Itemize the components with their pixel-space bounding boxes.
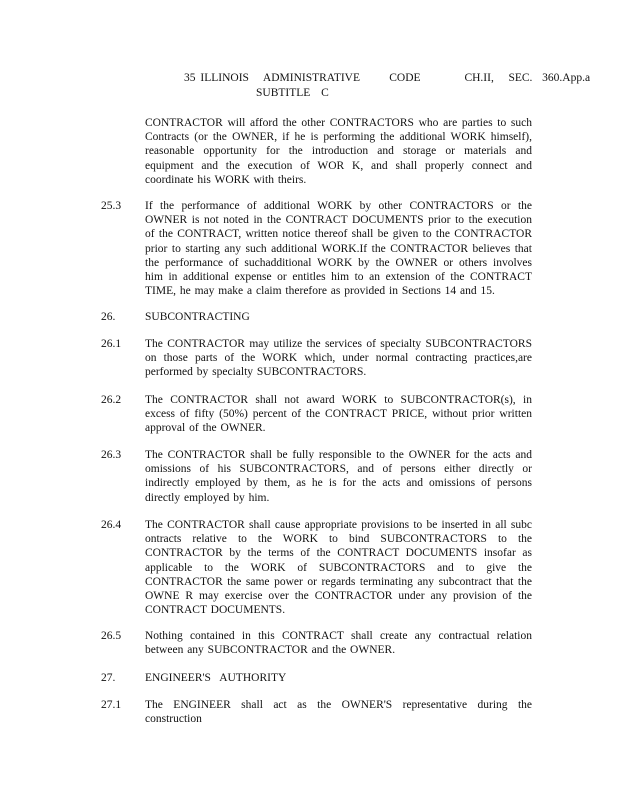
section-text: The CONTRACTOR shall be fully responsible to the OWNER for the acts and omissions of his SUBCONTRACTORS, and of persons either directly or indirectly employed by them, as he is for the acts and omissions of persons directly employed by him. xyxy=(145,449,532,504)
section-number: 26.3 xyxy=(101,449,122,461)
section-number: 27.1 xyxy=(101,699,122,711)
header-line-2: SUBTITLE C xyxy=(256,87,329,99)
section-number: 26.1 xyxy=(101,338,122,350)
section-heading: ENGINEER'S AUTHORITY xyxy=(145,672,287,684)
section-text: If the performance of additional WORK by other CONTRACTORS or the OWNER is not noted in the CONTRACT DOCUMENTS prior to the execution of the CONTRACT, written notice thereof shall be given to the CONTRACTOR prior to starting any such additional WORK.If the CONTRACTOR believes that the performance of suchadditional WORK by the OWNER or others involves him in additional expense or entitles him to an extension of the CONTRACT TIME, he may make a claim therefore as provided in Sections 14 and 15. xyxy=(145,200,532,298)
section-number: 26.4 xyxy=(101,519,122,531)
section-text: The CONTRACTOR shall cause appropriate provisions to be inserted in all subc ontracts relative to the WORK to bind SUBCONTRACTORS to the CONTRACTOR by the terms of the CONTRACT DOCUMENTS insofar as applicable to the WORK of SUBCONTRACTORS and to give the CONTRACTOR the same power or regards terminating any subcontract that the OWNE R may exercise over the CONTRACTOR under any provision of the CONTRACT DOCUMENTS. xyxy=(145,519,532,617)
header-line-1: 35 ILLINOIS ADMINISTRATIVE CODE CH.II, SEC. 360.App.a xyxy=(184,72,591,84)
section-text: The CONTRACTOR may utilize the services of specialty SUBCONTRACTORS on those parts of the WORK which, under normal contracting practices,are performed by specialty SUBCONTRACTORS. xyxy=(145,338,532,379)
section-heading: SUBCONTRACTING xyxy=(145,311,250,323)
section-number: 26. xyxy=(101,311,116,323)
section-text: Nothing contained in this CONTRACT shall create any contractual relation between any SUBCONTRACTOR and the OWNER. xyxy=(145,630,532,657)
section-number: 25.3 xyxy=(101,200,122,212)
page-header xyxy=(184,71,591,101)
section-text: The CONTRACTOR shall not award WORK to SUBCONTRACTOR(s), in excess of fifty (50%) percent of the CONTRACT PRICE, without prior written approval of the OWNER. xyxy=(145,394,532,435)
section-number: 26.2 xyxy=(101,394,122,406)
section-text: The ENGINEER shall act as the OWNER'S representative during the construction xyxy=(145,699,532,726)
section-number: 27. xyxy=(101,672,116,684)
section-number: 26.5 xyxy=(101,630,122,642)
paragraph-text: CONTRACTOR will afford the other CONTRACTORS who are parties to such Contracts (or the OWNER, if he is performing the additional WORK himself), reasonable opportunity for the introduction and storage or materials and equipment and the execution of WOR K, and shall properly connect and coordinate his WORK with theirs. xyxy=(145,117,532,186)
